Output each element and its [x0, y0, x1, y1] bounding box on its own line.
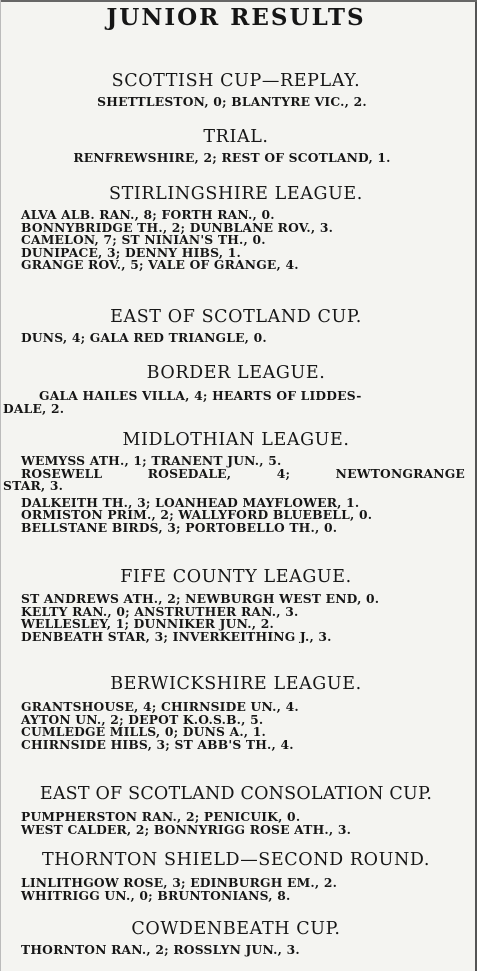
result-row: DUNS, 4; GALA RED TRIANGLE, 0.: [21, 332, 267, 345]
result-row: BELLSTANE BIRDS, 3; PORTOBELLO TH., 0.: [21, 521, 338, 534]
section-heading: STIRLINGSHIRE LEAGUE.: [109, 184, 363, 204]
result-row: KELTY RAN., 0; ANSTRUTHER RAN., 3.: [21, 605, 299, 618]
section-heading: BERWICKSHIRE LEAGUE.: [110, 674, 362, 694]
section-heading: EAST OF SCOTLAND CUP.: [110, 307, 362, 327]
section-heading: FIFE COUNTY LEAGUE.: [120, 567, 352, 587]
result-row: STAR, 3.: [3, 480, 64, 493]
section-thornton-shield: [1, 849, 471, 902]
result-row: ALVA ALB. RAN., 8; FORTH RAN., 0.: [21, 209, 275, 222]
section-heading: TRIAL.: [203, 127, 269, 147]
top-rule: [1, 0, 477, 2]
result-row: BONNYBRIDGE TH., 2; DUNBLANE ROV., 3.: [21, 221, 334, 234]
result-row: SHETTLESTON, 0; BLANTYRE VIC., 2.: [97, 96, 367, 109]
section-scottish-cup: [1, 70, 471, 109]
result-row: LINLITHGOW ROSE, 3; EDINBURGH EM., 2.: [21, 877, 338, 890]
result-row: WHITRIGG UN., 0; BRUNTONIANS, 8.: [21, 889, 291, 902]
result-row: WEMYSS ATH., 1; TRANENT JUN., 5.: [21, 455, 282, 468]
section-trial: [1, 126, 471, 165]
result-row: CUMLEDGE MILLS, 0; DUNS A., 1.: [21, 726, 267, 739]
section-fife-county-league: [1, 566, 471, 643]
result-row: ORMISTON PRIM., 2; WALLYFORD BLUEBELL, 0.: [21, 509, 373, 522]
section-heading: BORDER LEAGUE.: [146, 363, 326, 383]
result-row: AYTON UN., 2; DEPOT K.O.S.B., 5.: [21, 713, 264, 726]
section-east-of-scotland-cup: [1, 306, 471, 345]
result-row: WEST CALDER, 2; BONNYRIGG ROSE ATH., 3.: [21, 823, 352, 836]
result-row: DUNIPACE, 3; DENNY HIBS, 1.: [21, 246, 241, 259]
result-row: CHIRNSIDE HIBS, 3; ST ABB'S TH., 4.: [21, 738, 294, 751]
section-border-league: [1, 362, 471, 415]
section-stirlingshire-league: [1, 183, 471, 272]
section-midlothian-league: [1, 429, 471, 534]
section-heading: MIDLOTHIAN LEAGUE.: [122, 430, 350, 450]
result-row: RENFREWSHIRE, 2; REST OF SCOTLAND, 1.: [73, 152, 391, 165]
result-row: WELLESLEY, 1; DUNNIKER JUN., 2.: [21, 618, 274, 631]
result-row: PUMPHERSTON RAN., 2; PENICUIK, 0.: [21, 811, 301, 824]
result-row: DALKEITH TH., 3; LOANHEAD MAYFLOWER, 1.: [21, 496, 360, 509]
section-heading: THORNTON SHIELD—SECOND ROUND.: [41, 850, 431, 870]
result-row: GRANTSHOUSE, 4; CHIRNSIDE UN., 4.: [21, 701, 299, 714]
section-heading: SCOTTISH CUP—REPLAY.: [111, 71, 361, 91]
page-title: JUNIOR RESULTS: [106, 4, 366, 31]
section-heading: EAST OF SCOTLAND CONSOLATION CUP.: [39, 784, 433, 804]
result-row: ST ANDREWS ATH., 2; NEWBURGH WEST END, 0.: [21, 593, 380, 606]
result-row: THORNTON RAN., 2; ROSSLYN JUN., 3.: [21, 944, 300, 957]
result-row: DALE, 2.: [3, 402, 65, 415]
section-cowdenbeath-cup: [1, 918, 471, 957]
result-row: DENBEATH STAR, 3; INVERKEITHING J., 3.: [21, 630, 332, 643]
result-row: GRANGE ROV., 5; VALE OF GRANGE, 4.: [21, 259, 299, 272]
section-heading: COWDENBEATH CUP.: [131, 919, 341, 939]
section-berwickshire-league: [1, 673, 471, 751]
result-row: GALA HAILES VILLA, 4; HEARTS OF LIDDES-: [39, 390, 362, 403]
result-row: CAMELON, 7; ST NINIAN'S TH., 0.: [21, 234, 266, 247]
result-row: ROSEWELL ROSEDALE, 4; NEWTONGRANGE: [21, 467, 465, 480]
section-consolation-cup: [1, 783, 471, 836]
